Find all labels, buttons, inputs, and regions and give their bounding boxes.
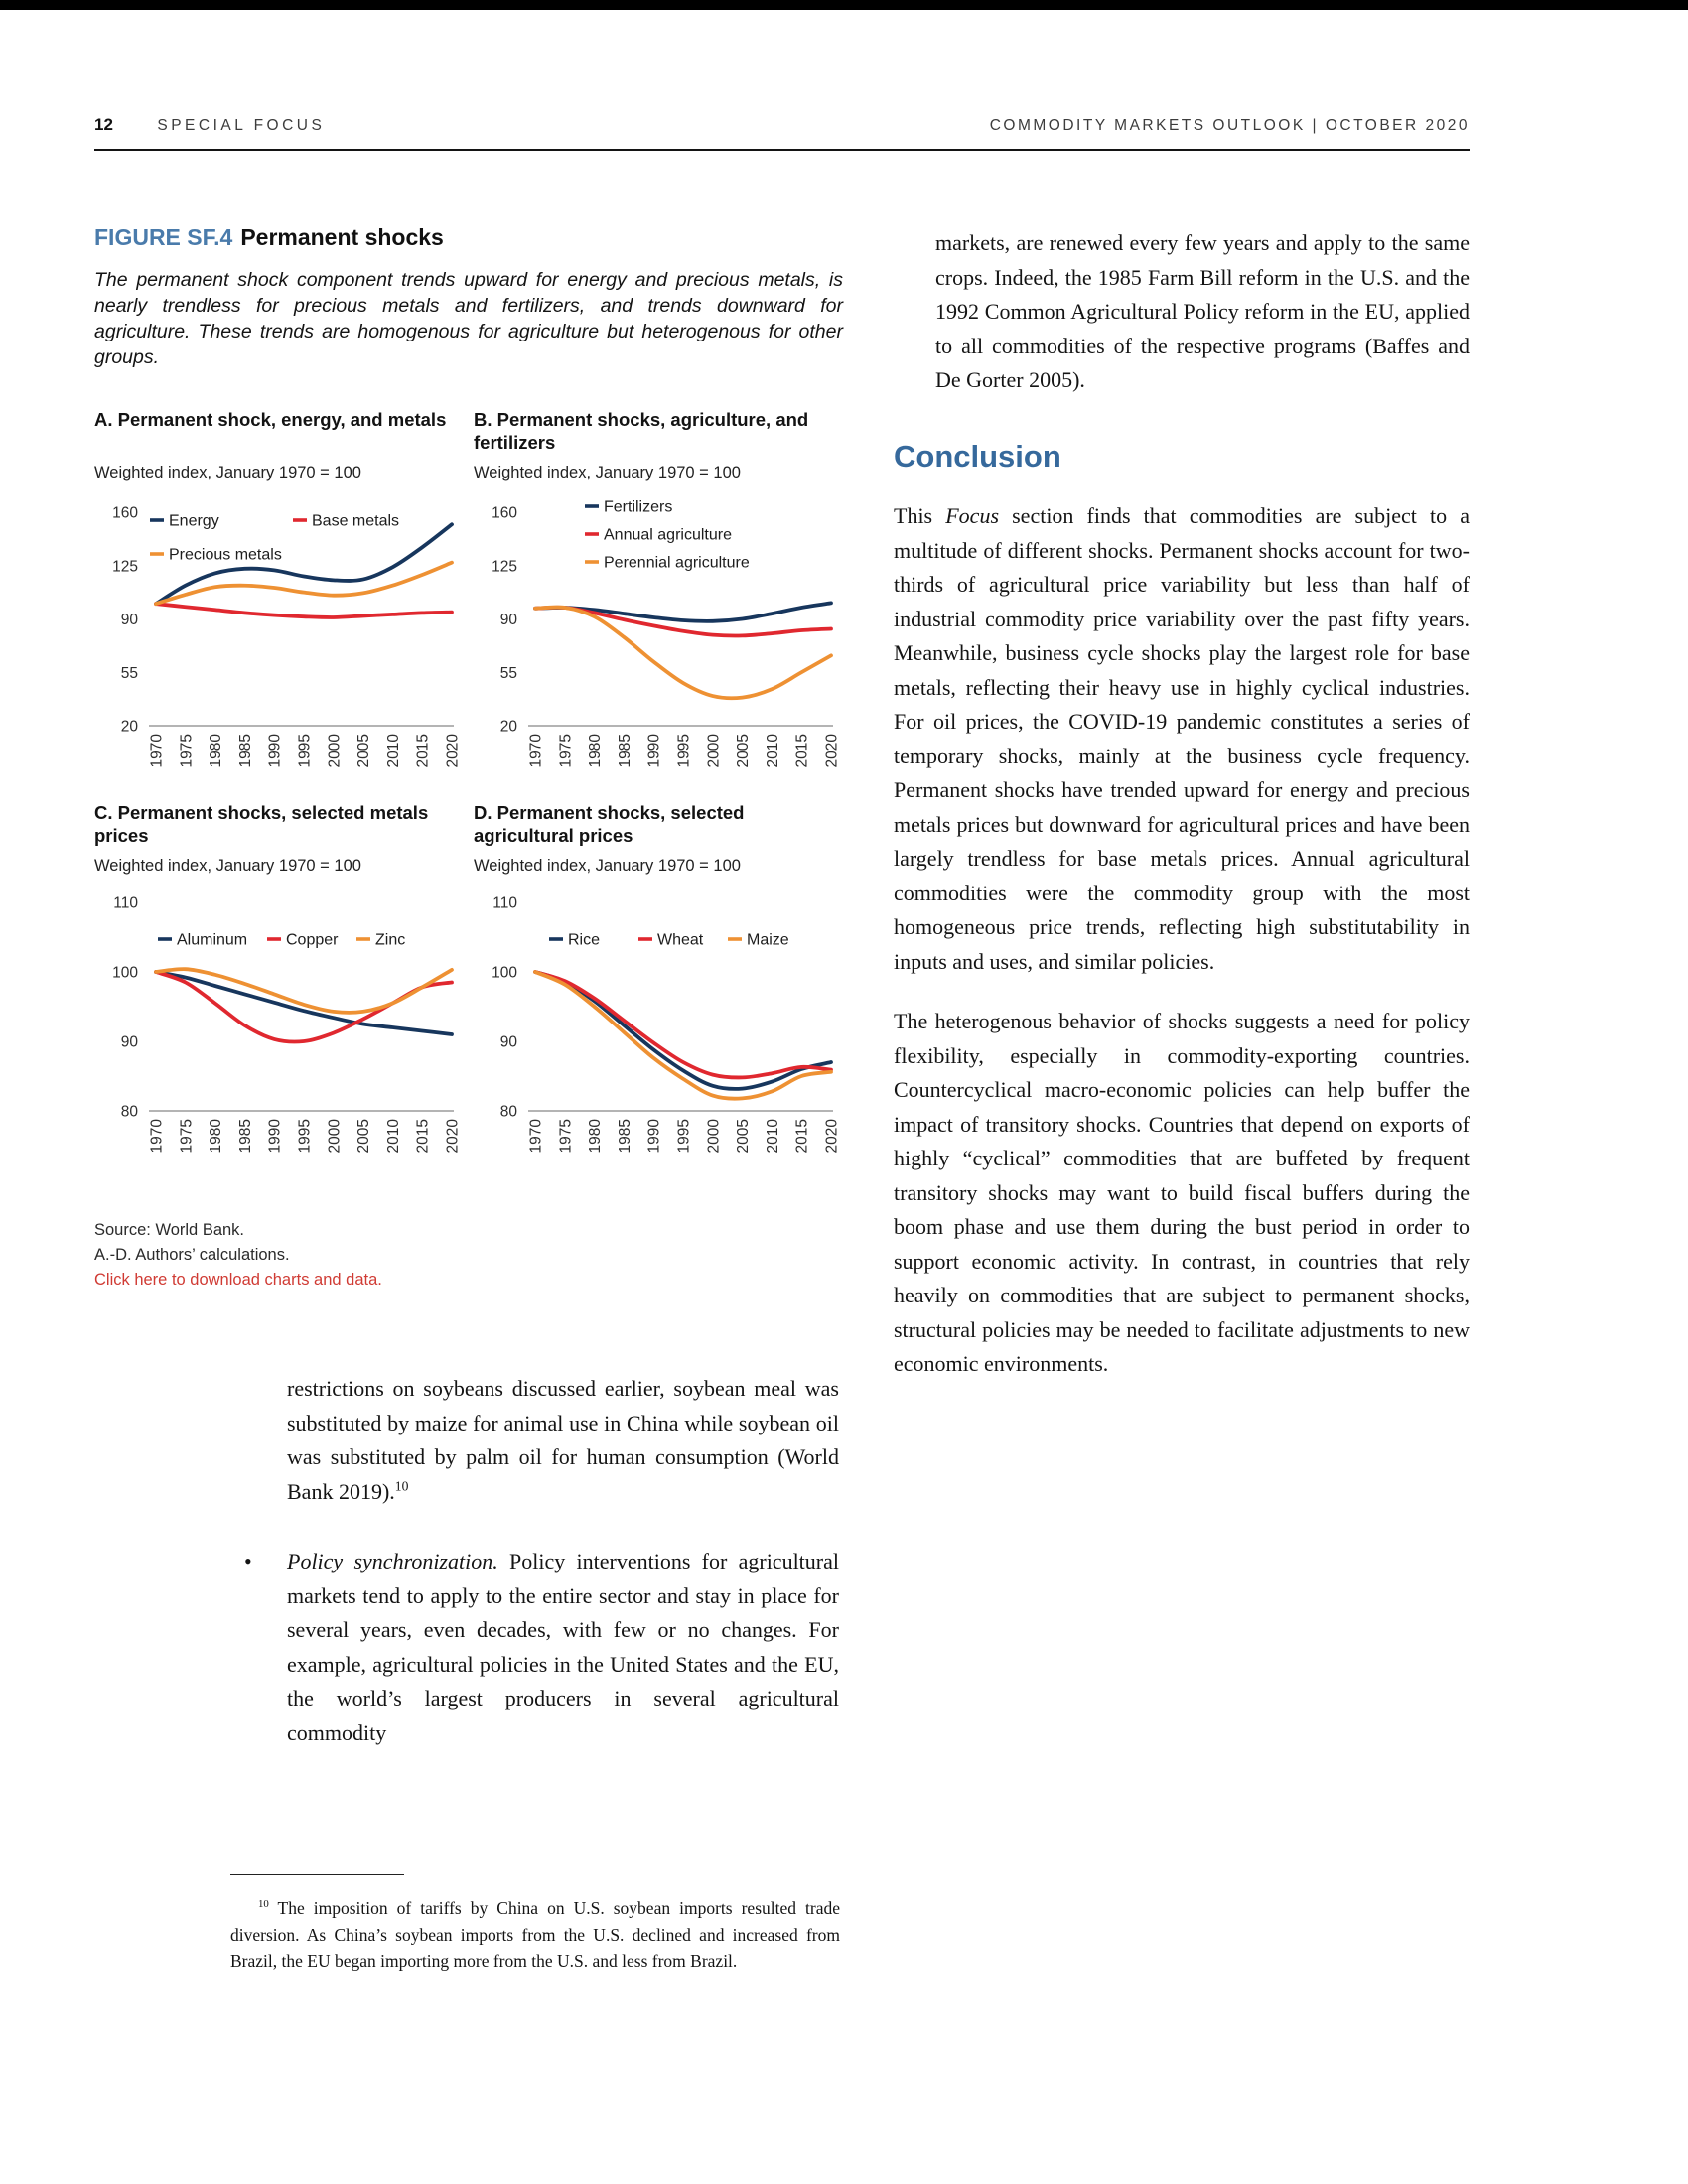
svg-text:Wheat: Wheat (657, 931, 704, 949)
page-number: 12 (94, 115, 113, 134)
svg-text:1990: 1990 (266, 1119, 284, 1154)
svg-text:1990: 1990 (266, 734, 284, 768)
svg-text:1980: 1980 (208, 734, 225, 768)
footnote-rule (230, 1874, 404, 1875)
svg-text:Annual agriculture: Annual agriculture (604, 526, 732, 544)
figure-description: The permanent shock component trends upward for energy and precious metals, is nearly trendless for precious metals and fertilizers, and trends downward for agriculture. These trends are homogenous for agriculture but heterogenous for other groups. (94, 269, 843, 368)
figure-sf4 (94, 224, 843, 1293)
chart-axis-unit-label: Weighted index, January 1970 = 100 (474, 857, 741, 875)
svg-text:2000: 2000 (705, 734, 723, 768)
svg-text:Base metals: Base metals (312, 512, 400, 530)
svg-text:80: 80 (499, 1103, 517, 1121)
svg-text:1970: 1970 (527, 734, 545, 768)
svg-text:1995: 1995 (296, 734, 314, 768)
svg-text:1980: 1980 (587, 734, 605, 768)
chart-panel-B (474, 408, 843, 779)
svg-text:1990: 1990 (645, 1119, 663, 1154)
svg-text:90: 90 (120, 1033, 138, 1051)
svg-text:20: 20 (499, 718, 517, 736)
figure-source-block (94, 1218, 843, 1293)
conclusion-paragraph-2: The heterogenous behavior of shocks suggests a need for policy flexibility, especially in commodity-exporting countries. Countercyclical macro-economic policies can help buffer the impact of transitory shocks. Countries that depend on exports of highly “cyclical” commodities that are buffeted by frequent transitory shocks may want to build fiscal buffers during the boom phase and use them during the bust period in order to support economic activity. In contrast, in countries that rely heavily on commodities that are subject to permanent shocks, structural policies may be needed to facilitate adjustments to new economic environments. (894, 1009, 1470, 1376)
svg-text:80: 80 (120, 1103, 138, 1121)
footnote-reference: 10 (394, 1478, 409, 1494)
para1-lead: This (894, 503, 946, 528)
svg-text:100: 100 (112, 964, 138, 982)
right-column-text (894, 226, 1470, 1382)
svg-text:100: 100 (492, 964, 517, 982)
bullet-text (287, 1545, 839, 1750)
bullet-body: Policy interventions for agricultural markets tend to apply to the entire sector and stay in place for several years, even decades, with few or no changes. For example, agricultural policies in the United States and the EU, the world’s largest producers in several agricultural commodity (287, 1549, 839, 1745)
svg-text:1980: 1980 (208, 1119, 225, 1154)
svg-text:125: 125 (112, 558, 138, 576)
chart-title-D: D. Permanent shocks, selected agricultural prices (474, 802, 745, 846)
svg-text:2015: 2015 (414, 1119, 432, 1154)
figure-title (94, 224, 843, 251)
running-title: COMMODITY MARKETS OUTLOOK | OCTOBER 2020 (989, 117, 1470, 134)
footnote-marker: 10 (258, 1898, 269, 1911)
svg-text:125: 125 (492, 558, 517, 576)
svg-text:Perennial agriculture: Perennial agriculture (604, 554, 750, 572)
svg-text:55: 55 (499, 664, 517, 682)
chart-panel-A (94, 408, 464, 779)
soybean-paragraph-text: restrictions on soybeans discussed earlier, soybean meal was substituted by maize for animal use in China while soybean oil was substituted by palm oil for human consumption (World Bank 2019). (287, 1376, 839, 1504)
soybean-paragraph (287, 1372, 839, 1509)
header-rule (94, 149, 1470, 151)
chart-plot-B (474, 484, 843, 774)
svg-text:Energy: Energy (169, 512, 219, 530)
chart-title-B: B. Permanent shocks, agriculture, and fertilizers (474, 409, 809, 453)
svg-text:2020: 2020 (444, 1119, 462, 1154)
svg-text:1985: 1985 (616, 734, 633, 768)
svg-text:2020: 2020 (823, 734, 841, 768)
svg-text:Copper: Copper (286, 931, 339, 949)
svg-text:1975: 1975 (178, 1119, 196, 1154)
svg-text:1985: 1985 (236, 1119, 254, 1154)
charts-grid (94, 408, 843, 1164)
footnote-block (230, 1874, 840, 1975)
svg-text:1970: 1970 (148, 734, 166, 768)
svg-text:90: 90 (499, 1033, 517, 1051)
svg-text:1975: 1975 (178, 734, 196, 768)
svg-text:90: 90 (120, 612, 138, 628)
chart-axis-unit-label: Weighted index, January 1970 = 100 (94, 857, 361, 875)
svg-text:2020: 2020 (823, 1119, 841, 1154)
svg-text:160: 160 (112, 504, 138, 522)
svg-text:2015: 2015 (793, 1119, 811, 1154)
svg-text:20: 20 (120, 718, 138, 736)
svg-text:2005: 2005 (735, 734, 753, 768)
bullet-marker: • (244, 1549, 252, 1573)
svg-text:90: 90 (499, 612, 517, 628)
left-column-text (230, 1372, 839, 1750)
svg-text:2005: 2005 (355, 1119, 373, 1154)
bullet-lead-italic: Policy synchronization. (287, 1549, 498, 1573)
svg-text:Fertilizers: Fertilizers (604, 498, 673, 516)
figure-name: Permanent shocks (240, 224, 444, 250)
svg-text:2005: 2005 (735, 1119, 753, 1154)
svg-text:Aluminum: Aluminum (177, 931, 248, 949)
svg-text:1975: 1975 (557, 1119, 575, 1154)
chart-panel-C (94, 801, 464, 1164)
svg-text:2020: 2020 (444, 734, 462, 768)
bullet-item-policy-synchronization (230, 1545, 839, 1750)
section-title: SPECIAL FOCUS (157, 117, 326, 134)
figure-label: FIGURE SF.4 (94, 224, 233, 250)
chart-plot-A (94, 484, 464, 774)
svg-text:2010: 2010 (384, 734, 402, 768)
svg-text:1970: 1970 (148, 1119, 166, 1154)
chart-axis-unit-label: Weighted index, January 1970 = 100 (94, 464, 361, 481)
svg-text:1975: 1975 (557, 734, 575, 768)
footnote-body: The imposition of tariffs by China on U.S. soybean imports resulted trade diversion. As China’s soybean imports from the U.S. declined and increased from Brazil, the EU began importing more from the U.S. and less from Brazil. (230, 1898, 840, 1971)
chart-plot-C (94, 878, 464, 1160)
svg-text:Rice: Rice (568, 931, 601, 949)
header-left (94, 115, 325, 135)
svg-text:Maize: Maize (747, 931, 789, 949)
svg-text:2015: 2015 (414, 734, 432, 768)
svg-text:2010: 2010 (764, 1119, 781, 1154)
chart-axis-unit-label: Weighted index, January 1970 = 100 (474, 464, 741, 481)
svg-text:Precious metals: Precious metals (169, 546, 282, 564)
svg-text:2000: 2000 (326, 734, 344, 768)
svg-text:2010: 2010 (764, 734, 781, 768)
svg-text:1995: 1995 (296, 1119, 314, 1154)
markets-continuation-paragraph: markets, are renewed every few years and apply to the same crops. Indeed, the 1985 Farm Bill reform in the U.S. and the 1992 Common Agricultural Policy reform in the EU, applied to all commodities of the respective programs (Baffes and De Gorter 2005). (935, 230, 1470, 392)
para1-rest: section finds that commodities are subject to a multitude of different shocks. Permanent shocks account for two-thirds of agricultural price variability but less than half of industrial commodity price variability over the past fifty years. Meanwhile, business cycle shocks play the largest role for base metals, reflecting their heavy use in highly cyclical industries. For oil prices, the COVID-19 pandemic constitutes a series of temporary shocks, mainly at the business cycle frequency. Permanent shocks have trended upward for energy and precious metals prices but downward for agricultural prices and have been largely trendless for base metals prices. Annual agricultural commodities were the commodity group with the most homogeneous price trends, reflecting high substitutability in inputs and uses, and similar policies. (894, 503, 1470, 974)
svg-text:1995: 1995 (675, 734, 693, 768)
svg-text:1995: 1995 (675, 1119, 693, 1154)
svg-text:Zinc: Zinc (375, 931, 406, 949)
svg-text:1985: 1985 (616, 1119, 633, 1154)
svg-text:110: 110 (113, 894, 138, 912)
chart-plot-D (474, 878, 843, 1160)
svg-text:1970: 1970 (527, 1119, 545, 1154)
svg-text:2005: 2005 (355, 734, 373, 768)
conclusion-paragraph-1 (894, 499, 1470, 979)
top-border-bar (0, 0, 1688, 10)
svg-text:1980: 1980 (587, 1119, 605, 1154)
svg-text:2000: 2000 (326, 1119, 344, 1154)
svg-text:160: 160 (492, 504, 517, 522)
para1-focus-italic: Focus (945, 503, 999, 528)
download-charts-link[interactable]: Click here to download charts and data. (94, 1271, 382, 1289)
svg-text:1990: 1990 (645, 734, 663, 768)
source-line: Source: World Bank. (94, 1221, 245, 1239)
svg-text:55: 55 (120, 664, 138, 682)
footnote-text (230, 1895, 840, 1975)
chart-title-A: A. Permanent shock, energy, and metals (94, 409, 447, 430)
svg-text:2000: 2000 (705, 1119, 723, 1154)
svg-text:2015: 2015 (793, 734, 811, 768)
conclusion-heading: Conclusion (894, 438, 1061, 474)
svg-text:110: 110 (492, 894, 517, 912)
page-header (94, 115, 1470, 135)
chart-title-C: C. Permanent shocks, selected metals prices (94, 802, 429, 846)
notes-line: A.-D. Authors’ calculations. (94, 1246, 290, 1264)
svg-text:1985: 1985 (236, 734, 254, 768)
chart-panel-D (474, 801, 843, 1164)
svg-text:2010: 2010 (384, 1119, 402, 1154)
